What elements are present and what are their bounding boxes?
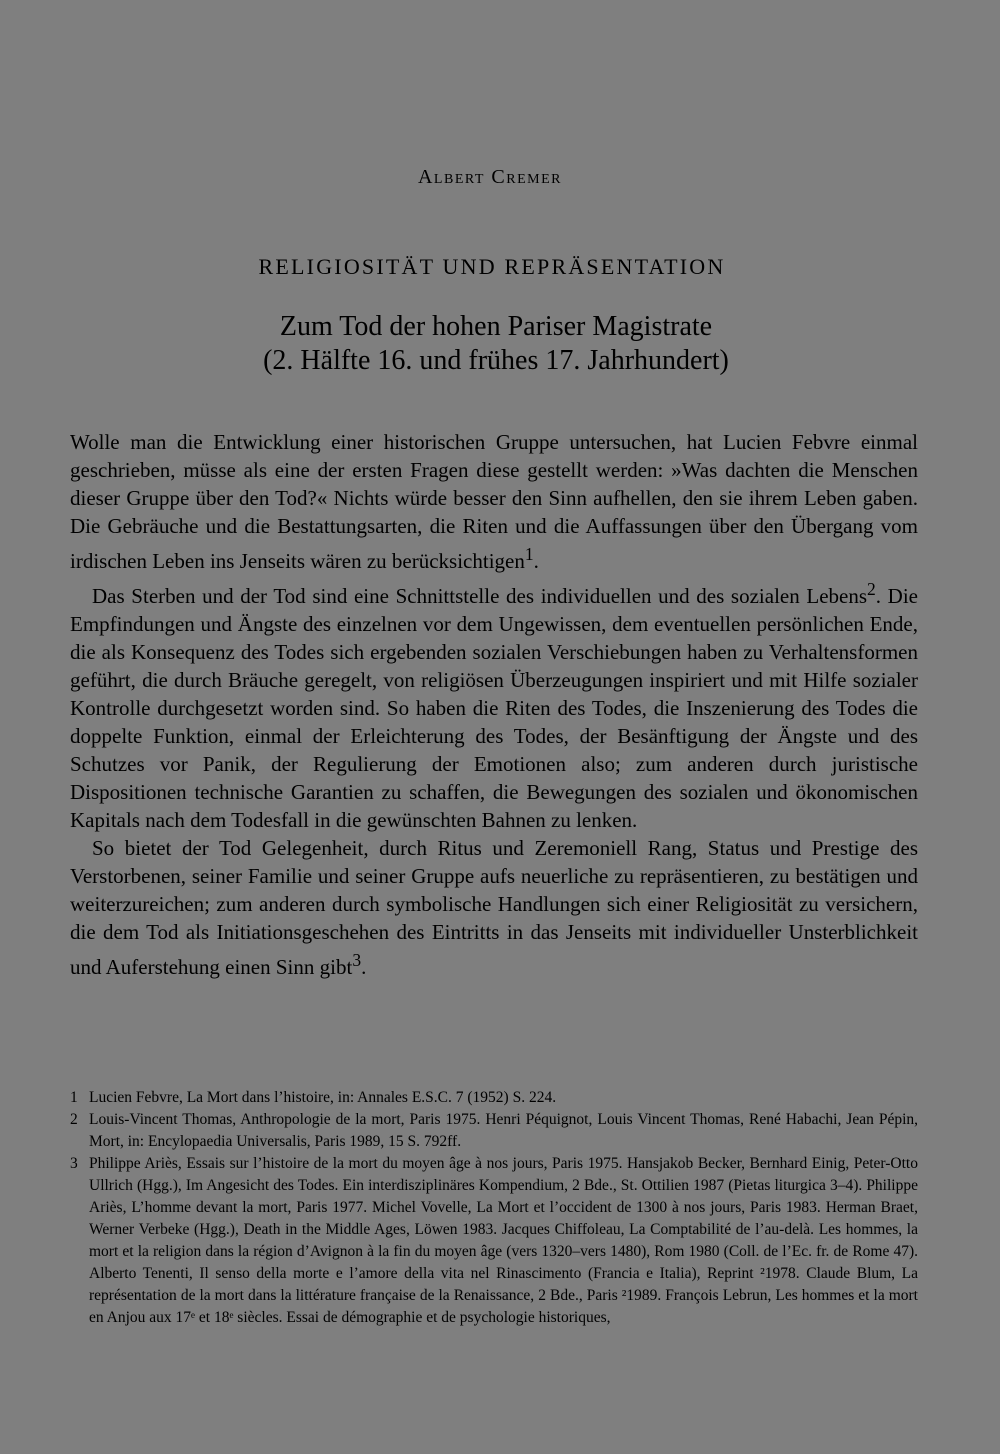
- paragraph-text: Das Sterben und der Tod sind eine Schnittstelle des individuellen und des sozialen Lebens: [92, 584, 868, 608]
- paragraph-text: So bietet der Tod Gelegenheit, durch Ritus und Zeremoniell Rang, Status und Prestige des Verstorbenen, seiner Familie und seiner Gruppe aufs neuerliche zu repräsentieren, zu bestätigen und weiterzureichen; zum anderen durch symbolische Handlungen sich einer Religiosität zu versichern, die dem Tod als Initiationsgeschehen des Eintritts in das Jenseits mit individueller Unsterblichkeit und Auferstehung einen Sinn gibt: [70, 836, 918, 979]
- footnote-number: 2: [70, 1111, 78, 1128]
- subtitle-line-1: Zum Tod der hohen Pariser Magistrate: [279, 311, 713, 342]
- footnote-text: Louis-Vincent Thomas, Anthropologie de la mort, Paris 1975. Henri Péquignot, Louis Vincent Thomas, René Habachi, Jean Pépin, Mort, in: Encylopaedia Universalis, Paris 1989, 15 S. 792ff.: [89, 1111, 918, 1150]
- footnote-number: 1: [70, 1089, 78, 1106]
- author-name: Albert Cremer: [417, 166, 562, 188]
- footnote-number: 3: [70, 1155, 78, 1172]
- article-subtitle: [0, 310, 992, 378]
- footnote-ref: 1: [524, 544, 534, 564]
- paragraph-2: [70, 575, 918, 834]
- footnote-text: Lucien Febvre, La Mort dans l’histoire, in: Annales E.S.C. 7 (1952) S. 224.: [89, 1089, 557, 1106]
- footnotes: [70, 1087, 918, 1329]
- paragraph-tail: .: [533, 549, 539, 573]
- paragraph-3: [70, 834, 918, 981]
- footnote-2: [70, 1109, 918, 1153]
- footnote-text: Philippe Ariès, Essais sur l’histoire de la mort du moyen âge à nos jours, Paris 1975. Hansjakob Becker, Bernhard Einig, Peter-Otto Ullrich (Hgg.), Im Angesicht des Todes. Ein interdisziplinäres Kompendium, 2 Bde., St. Ottilien 1987 (Pietas liturgica 3–4). Philippe Ariès, L’homme devant la mort, Paris 1977. Michel Vovelle, La Mort et l’occident de 1300 à nos jours, Paris 1983. Herman Braet, Werner Verbeke (Hgg.), Death in the Middle Ages, Löwen 1983. Jacques Chiffoleau, La Comptabilité de l’au-delà. Les hommes, la mort et la religion dans la région d’Avignon à la fin du moyen âge (vers 1320–vers 1480), Rom 1980 (Coll. de l’Ec. fr. de Rome 47). Alberto Tenenti, Il senso della morte e l’amore della vita nel Rinascimento (Francia e Italia), Reprint ²1978. Claude Blum, La représentation de la mort dans la littérature française de la Renaissance, 2 Bde., Paris ²1989. François Lebrun, Les hommes et la mort en Anjou aux 17ᵉ et 18ᵉ siècles. Essai de démographie et de psychologie historiques,: [89, 1155, 918, 1326]
- paragraph-1: [70, 428, 918, 575]
- footnote-ref: 3: [352, 950, 362, 970]
- footnote-ref: 2: [867, 579, 876, 599]
- footnote-3: [70, 1153, 918, 1329]
- subtitle-line-2: (2. Hälfte 16. und frühes 17. Jahrhundert): [263, 345, 729, 376]
- body-text: [70, 428, 918, 981]
- paragraph-tail: .: [361, 955, 367, 979]
- article-title: RELIGIOSITÄT UND REPRÄSENTATION: [258, 254, 726, 279]
- paragraph-tail: . Die Empfindungen und Ängste des einzelnen vor dem Ungewissen, dem eventuellen persönlichen Ende, die als Konsequenz des Todes sich ergebenden sozialen Verschiebungen haben zu Verhaltensformen geführt, die durch Bräuche geregelt, von religiösen Überzeugungen inspiriert und mit Hilfe sozialer Kontrolle durchgesetzt worden sind. So haben die Riten des Todes, die Inszenierung des Todes die doppelte Funktion, einmal der Erleichterung des Todes, der Besänftigung der Ängste und des Schutzes vor Panik, der Regulierung der Emotionen also; zum anderen durch juristische Dispositionen technische Garantien zu schaffen, die Bewegungen des sozialen und ökonomischen Kapitals nach dem Todesfall in die gewünschten Bahnen zu lenken.: [70, 584, 918, 832]
- paragraph-text: Wolle man die Entwicklung einer historischen Gruppe untersuchen, hat Lucien Febvre einmal geschrieben, müsse als eine der ersten Fragen diese gestellt werden: »Was dachten die Menschen dieser Gruppe über den Tod?« Nichts würde besser den Sinn aufhellen, den sie ihrem Leben gaben. Die Gebräuche und die Bestattungsarten, die Riten und die Auffassungen über den Übergang vom irdischen Leben ins Jenseits wären zu berücksichtigen: [70, 430, 918, 573]
- footnote-1: [70, 1087, 918, 1109]
